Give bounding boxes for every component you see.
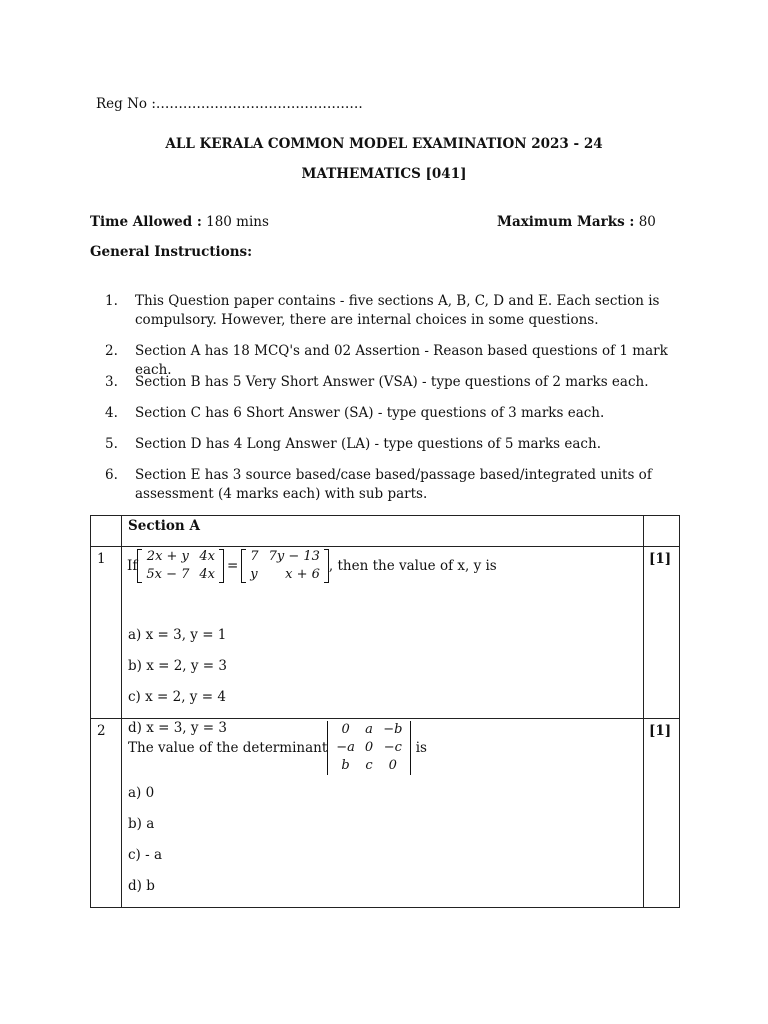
questions-table [90,515,680,908]
question-number: 1 [97,551,106,567]
instruction-number: 1. [105,293,118,309]
question-marks-cell [644,719,680,908]
question-number-cell [91,547,122,719]
section-number-cell [91,516,122,547]
instruction-text: Section A has 18 MCQ's and 02 Assertion - Reason based questions of 1 mark each. [135,343,668,378]
question-row [91,547,680,719]
reg-no: Reg No :………………………………………. [96,96,363,112]
section-title: Section A [128,518,200,534]
instruction-number: 2. [105,343,118,359]
option-b: b) a [128,816,155,832]
question-stem [128,721,427,775]
instruction-number: 3. [105,374,118,390]
maximum-marks-value: 80 [634,214,656,230]
instruction-number: 6. [105,467,118,483]
determinant-entry: 0 [388,758,397,773]
matrix-entry: 4x [199,567,215,582]
question-prefix: If [127,558,138,574]
option-d: d) x = 3, y = 3 [128,720,227,736]
determinant-entry: a [365,722,373,737]
option-d: d) b [128,878,155,894]
question-body [122,547,643,736]
question-body-cell [122,547,644,736]
instruction-text: Section E has 3 source based/case based/passage based/integrated units of assessment (4 marks each) with sub parts. [135,467,652,502]
question-suffix: , then the value of x, y is [328,558,497,574]
instruction-text: Section D has 4 Long Answer (LA) - type questions of 5 marks each. [135,436,601,452]
question-row [91,719,680,908]
section-header-row [91,516,680,547]
equals-sign: = [226,558,239,574]
maximum-marks [497,214,656,230]
matrix-entry: 4x [199,549,215,564]
instructions-heading: General Instructions: [90,244,253,260]
matrix-entry: 5x − 7 [146,567,190,582]
question-prefix: The value of the determinant [128,740,328,756]
question-marks: [1] [649,723,672,739]
determinant-entry: b [341,758,350,773]
option-b: b) x = 2, y = 3 [128,658,227,674]
determinant [327,721,411,775]
subject-title: MATHEMATICS [041] [301,166,467,182]
instruction-number: 4. [105,405,118,421]
question-suffix: is [411,740,427,756]
question-stem [127,548,497,584]
matrix-entry: 7 [250,549,259,564]
option-c: c) - a [128,847,163,863]
exam-title: ALL KERALA COMMON MODEL EXAMINATION 2023 - 24 [165,136,603,152]
time-allowed-label: Time Allowed : [90,214,202,230]
instruction-text: Section C has 6 Short Answer (SA) - type questions of 3 marks each. [135,405,605,421]
question-number-cell [91,719,122,908]
determinant-entry: 0 [364,740,374,755]
determinant-entry: −b [383,722,403,737]
instruction-text: Section B has 5 Very Short Answer (VSA) - type questions of 2 marks each. [135,374,649,390]
option-c: c) x = 2, y = 4 [128,689,226,705]
instruction-text: This Question paper contains - five sections A, B, C, D and E. Each section is compulsory. However, there are internal choices in some questions. [135,293,660,328]
matrix-entry: x + 6 [285,567,320,582]
time-allowed [90,214,269,230]
question-body [122,719,643,906]
matrix-entry: 7y − 13 [268,549,320,564]
section-title-cell [122,516,644,547]
determinant-entry: −a [336,740,355,755]
time-allowed-value: 180 mins [201,214,269,230]
matrix-entry: 2x + y [146,549,189,564]
instruction-number: 5. [105,436,118,452]
matrix-entry: y [250,567,258,582]
option-a: a) x = 3, y = 1 [128,627,227,643]
matrix-left [137,548,224,584]
question-number: 2 [97,723,106,739]
question-body-cell [122,719,644,908]
maximum-marks-label: Maximum Marks : [497,214,635,230]
matrix-right [241,548,329,584]
determinant-entry: −c [383,740,402,755]
determinant-entry: 0 [341,722,350,737]
option-a: a) 0 [128,785,155,801]
section-marks-cell [644,516,680,547]
question-marks-cell [644,547,680,719]
question-marks: [1] [649,551,672,567]
determinant-entry: c [365,758,373,773]
